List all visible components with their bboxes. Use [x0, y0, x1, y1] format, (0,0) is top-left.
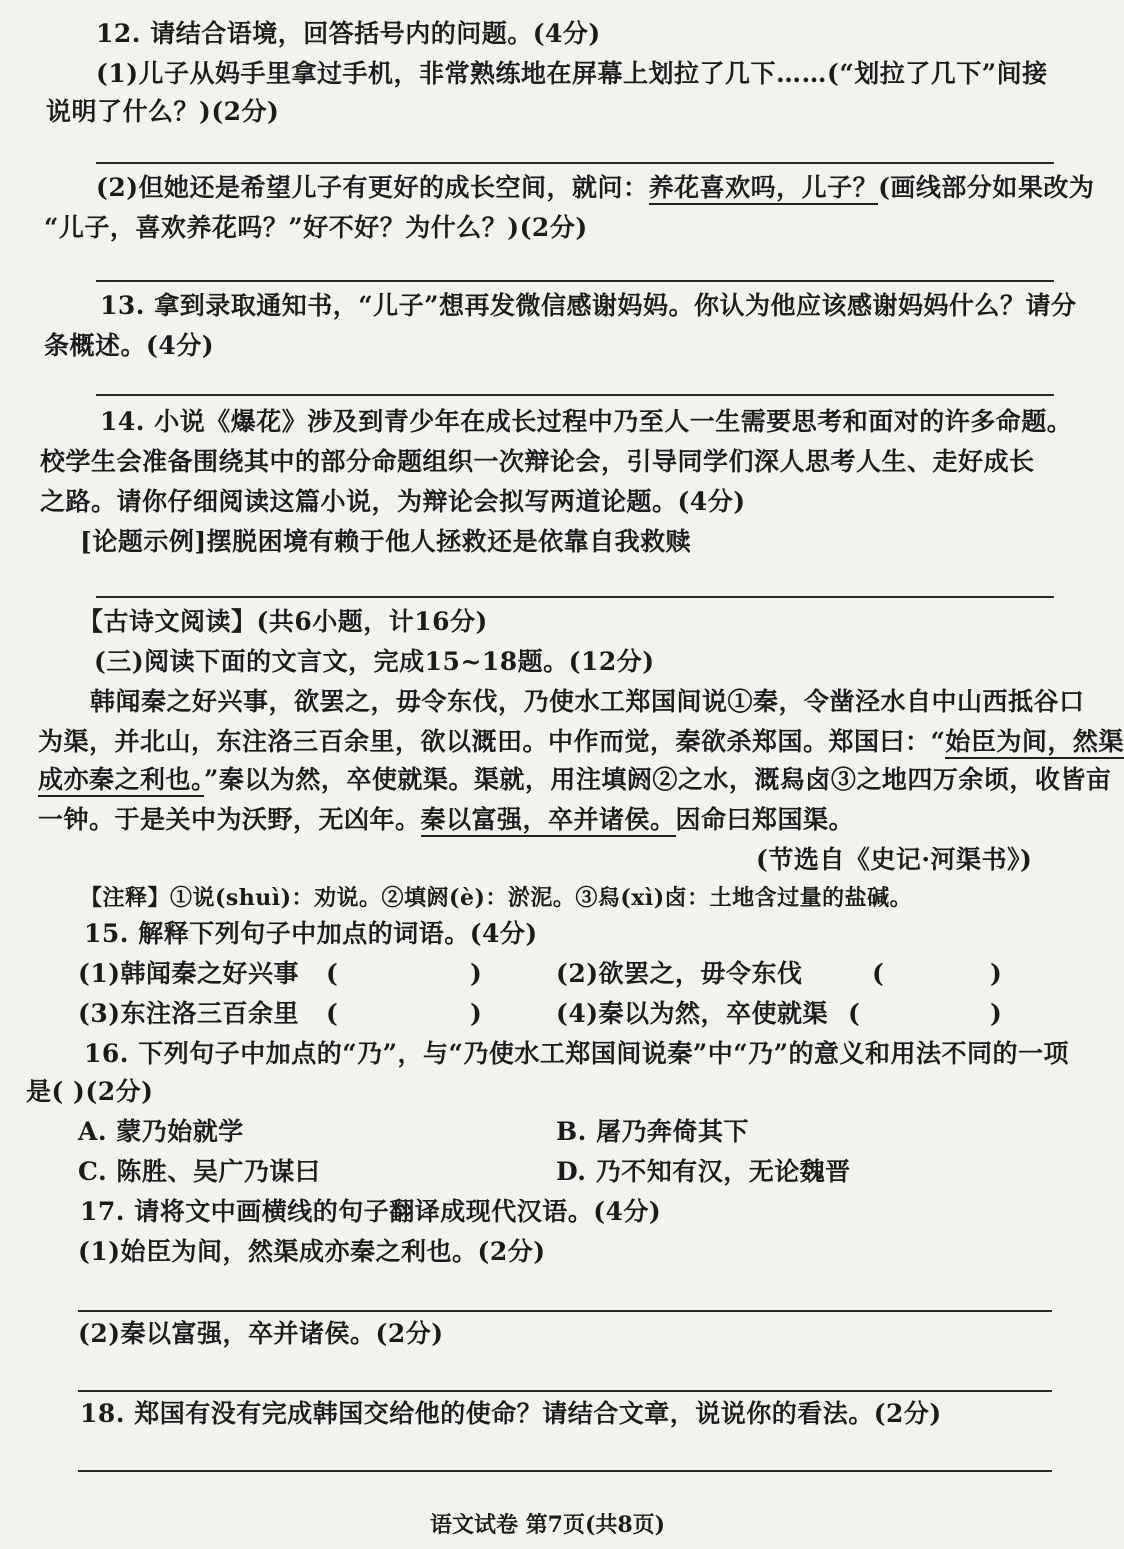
passage-line4-text-a: 一钟。于是关中为沃野，无凶年。	[38, 805, 421, 834]
q12-part1-line1: (1)儿子从妈手里拿过手机，非常熟练地在屏幕上划拉了几下……(“划拉了几下”间接	[96, 59, 1048, 88]
section-subheading: (三)阅读下面的文言文，完成15~18题。(12分)	[94, 647, 655, 676]
q15-item3-answer-blank[interactable]	[344, 998, 464, 1030]
passage-line4-text-b: 因命曰郑国渠。	[675, 805, 855, 834]
q12-part2-text-a: (2)但她还是希望儿子有更好的成长空间，就问：	[96, 173, 649, 202]
q15-title: 15. 解释下列句子中加点的词语。(4分)	[84, 919, 538, 948]
answer-line-q13[interactable]	[96, 394, 1054, 396]
passage-underlined-1a: 始臣为间，然渠	[945, 727, 1124, 759]
q15-item1: (1)韩闻秦之好兴事	[78, 959, 300, 988]
q18-title: 18. 郑国有没有完成韩国交给他的使命？请结合文章，说说你的看法。(2分)	[80, 1399, 942, 1428]
q15-item2-close: )	[990, 959, 1003, 988]
q15-item2-open: (	[872, 959, 885, 988]
q15-item1-answer-blank[interactable]	[344, 958, 464, 990]
passage-line3-text: ”秦以为然，卒使就渠。渠就，用注填阏②之水，溉舄卤③之地四万余顷，收皆亩	[204, 765, 1112, 794]
q12-part1-line2: 说明了什么？)(2分)	[46, 97, 280, 126]
q12-part2-underlined: 养花喜欢吗，儿子？	[649, 173, 879, 205]
q13-line1: 13. 拿到录取通知书，“儿子”想再发微信感谢妈妈。你认为他应该感谢妈妈什么？请分	[100, 291, 1077, 320]
passage-underlined-1b: 成亦秦之利也。	[38, 765, 204, 797]
passage-line1: 韩闻秦之好兴事，欲罢之，毋令东伐，乃使水工郑国间说①秦，令凿泾水自中山西抵谷口	[90, 687, 1085, 716]
passage-line2	[38, 726, 1124, 758]
answer-line-q14[interactable]	[96, 596, 1054, 598]
q15-item3-open: (	[326, 999, 339, 1028]
q15-item4: (4)秦以为然，卒使就渠	[556, 999, 829, 1028]
q15-item4-close: )	[990, 999, 1003, 1028]
q14-line3: 之路。请你仔细阅读这篇小说，为辩论会拟写两道论题。(4分)	[40, 487, 746, 516]
passage-line4	[38, 804, 854, 836]
q14-example: [论题示例]摆脱困境有赖于他人拯救还是依靠自我救赎	[80, 527, 692, 556]
answer-line-q12-1[interactable]	[96, 162, 1054, 164]
q15-item1-close: )	[470, 959, 483, 988]
passage-line3	[38, 764, 1111, 796]
passage-line2-text: 为渠，并北山，东注洛三百余里，欲以溉田。中作而觉，秦欲杀郑国。郑国曰：“	[38, 727, 946, 756]
q15-item2-answer-blank[interactable]	[890, 958, 990, 990]
q15-item1-open: (	[326, 959, 339, 988]
section-heading: 【古诗文阅读】(共6小题，计16分)	[78, 607, 488, 636]
q12-part2-line1	[96, 172, 1094, 204]
q15-item4-answer-blank[interactable]	[866, 998, 986, 1030]
q15-item3-close: )	[470, 999, 483, 1028]
q16-option-b[interactable]: B. 屠乃奔倚其下	[556, 1117, 750, 1146]
q12-part2-line2: “儿子，喜欢养花吗？”好不好？为什么？)(2分)	[44, 213, 588, 242]
passage-underlined-2: 秦以富强，卒并诸侯。	[421, 805, 676, 837]
q12-part2-text-b: (画线部分如果改为	[878, 173, 1095, 202]
q12-title: 12. 请结合语境，回答括号内的问题。(4分)	[96, 19, 601, 48]
q17-sentence2: (2)秦以富强，卒并诸侯。(2分)	[78, 1319, 444, 1348]
q16-option-c[interactable]: C. 陈胜、吴广乃谋曰	[78, 1157, 321, 1186]
q13-line2: 条概述。(4分)	[44, 331, 215, 360]
q15-item3: (3)东注洛三百余里	[78, 999, 300, 1028]
q14-line2: 校学生会准备围绕其中的部分命题组织一次辩论会，引导同学们深人思考人生、走好成长	[40, 447, 1035, 476]
passage-notes: 【注释】①说(shuì)：劝说。②填阏(è)：淤泥。③舄(xì)卤：土地含过量的盐碱。	[80, 885, 913, 911]
q16-line2: 是( )(2分)	[26, 1077, 154, 1106]
q16-line1: 16. 下列句子中加点的“乃”，与“乃使水工郑国间说秦”中“乃”的意义和用法不同的一项	[84, 1039, 1069, 1068]
answer-line-q12-2[interactable]	[96, 280, 1054, 282]
q14-line1: 14. 小说《爆花》涉及到青少年在成长过程中乃至人一生需要思考和面对的许多命题。	[100, 407, 1073, 436]
answer-line-q17-2[interactable]	[78, 1390, 1052, 1392]
q16-option-a[interactable]: A. 蒙乃始就学	[78, 1117, 244, 1146]
passage-source: (节选自《史记·河渠书》)	[756, 845, 1033, 874]
q17-sentence1: (1)始臣为间，然渠成亦秦之利也。(2分)	[78, 1237, 546, 1266]
q16-option-d[interactable]: D. 乃不知有汉，无论魏晋	[556, 1157, 851, 1186]
page-footer: 语文试卷 第7页(共8页)	[430, 1512, 666, 1538]
answer-line-q18[interactable]	[78, 1470, 1052, 1472]
q17-title: 17. 请将文中画横线的句子翻译成现代汉语。(4分)	[80, 1197, 662, 1226]
answer-line-q17-1[interactable]	[78, 1310, 1052, 1312]
q15-item4-open: (	[848, 999, 861, 1028]
q15-item2: (2)欲罢之，毋令东伐	[556, 959, 803, 988]
